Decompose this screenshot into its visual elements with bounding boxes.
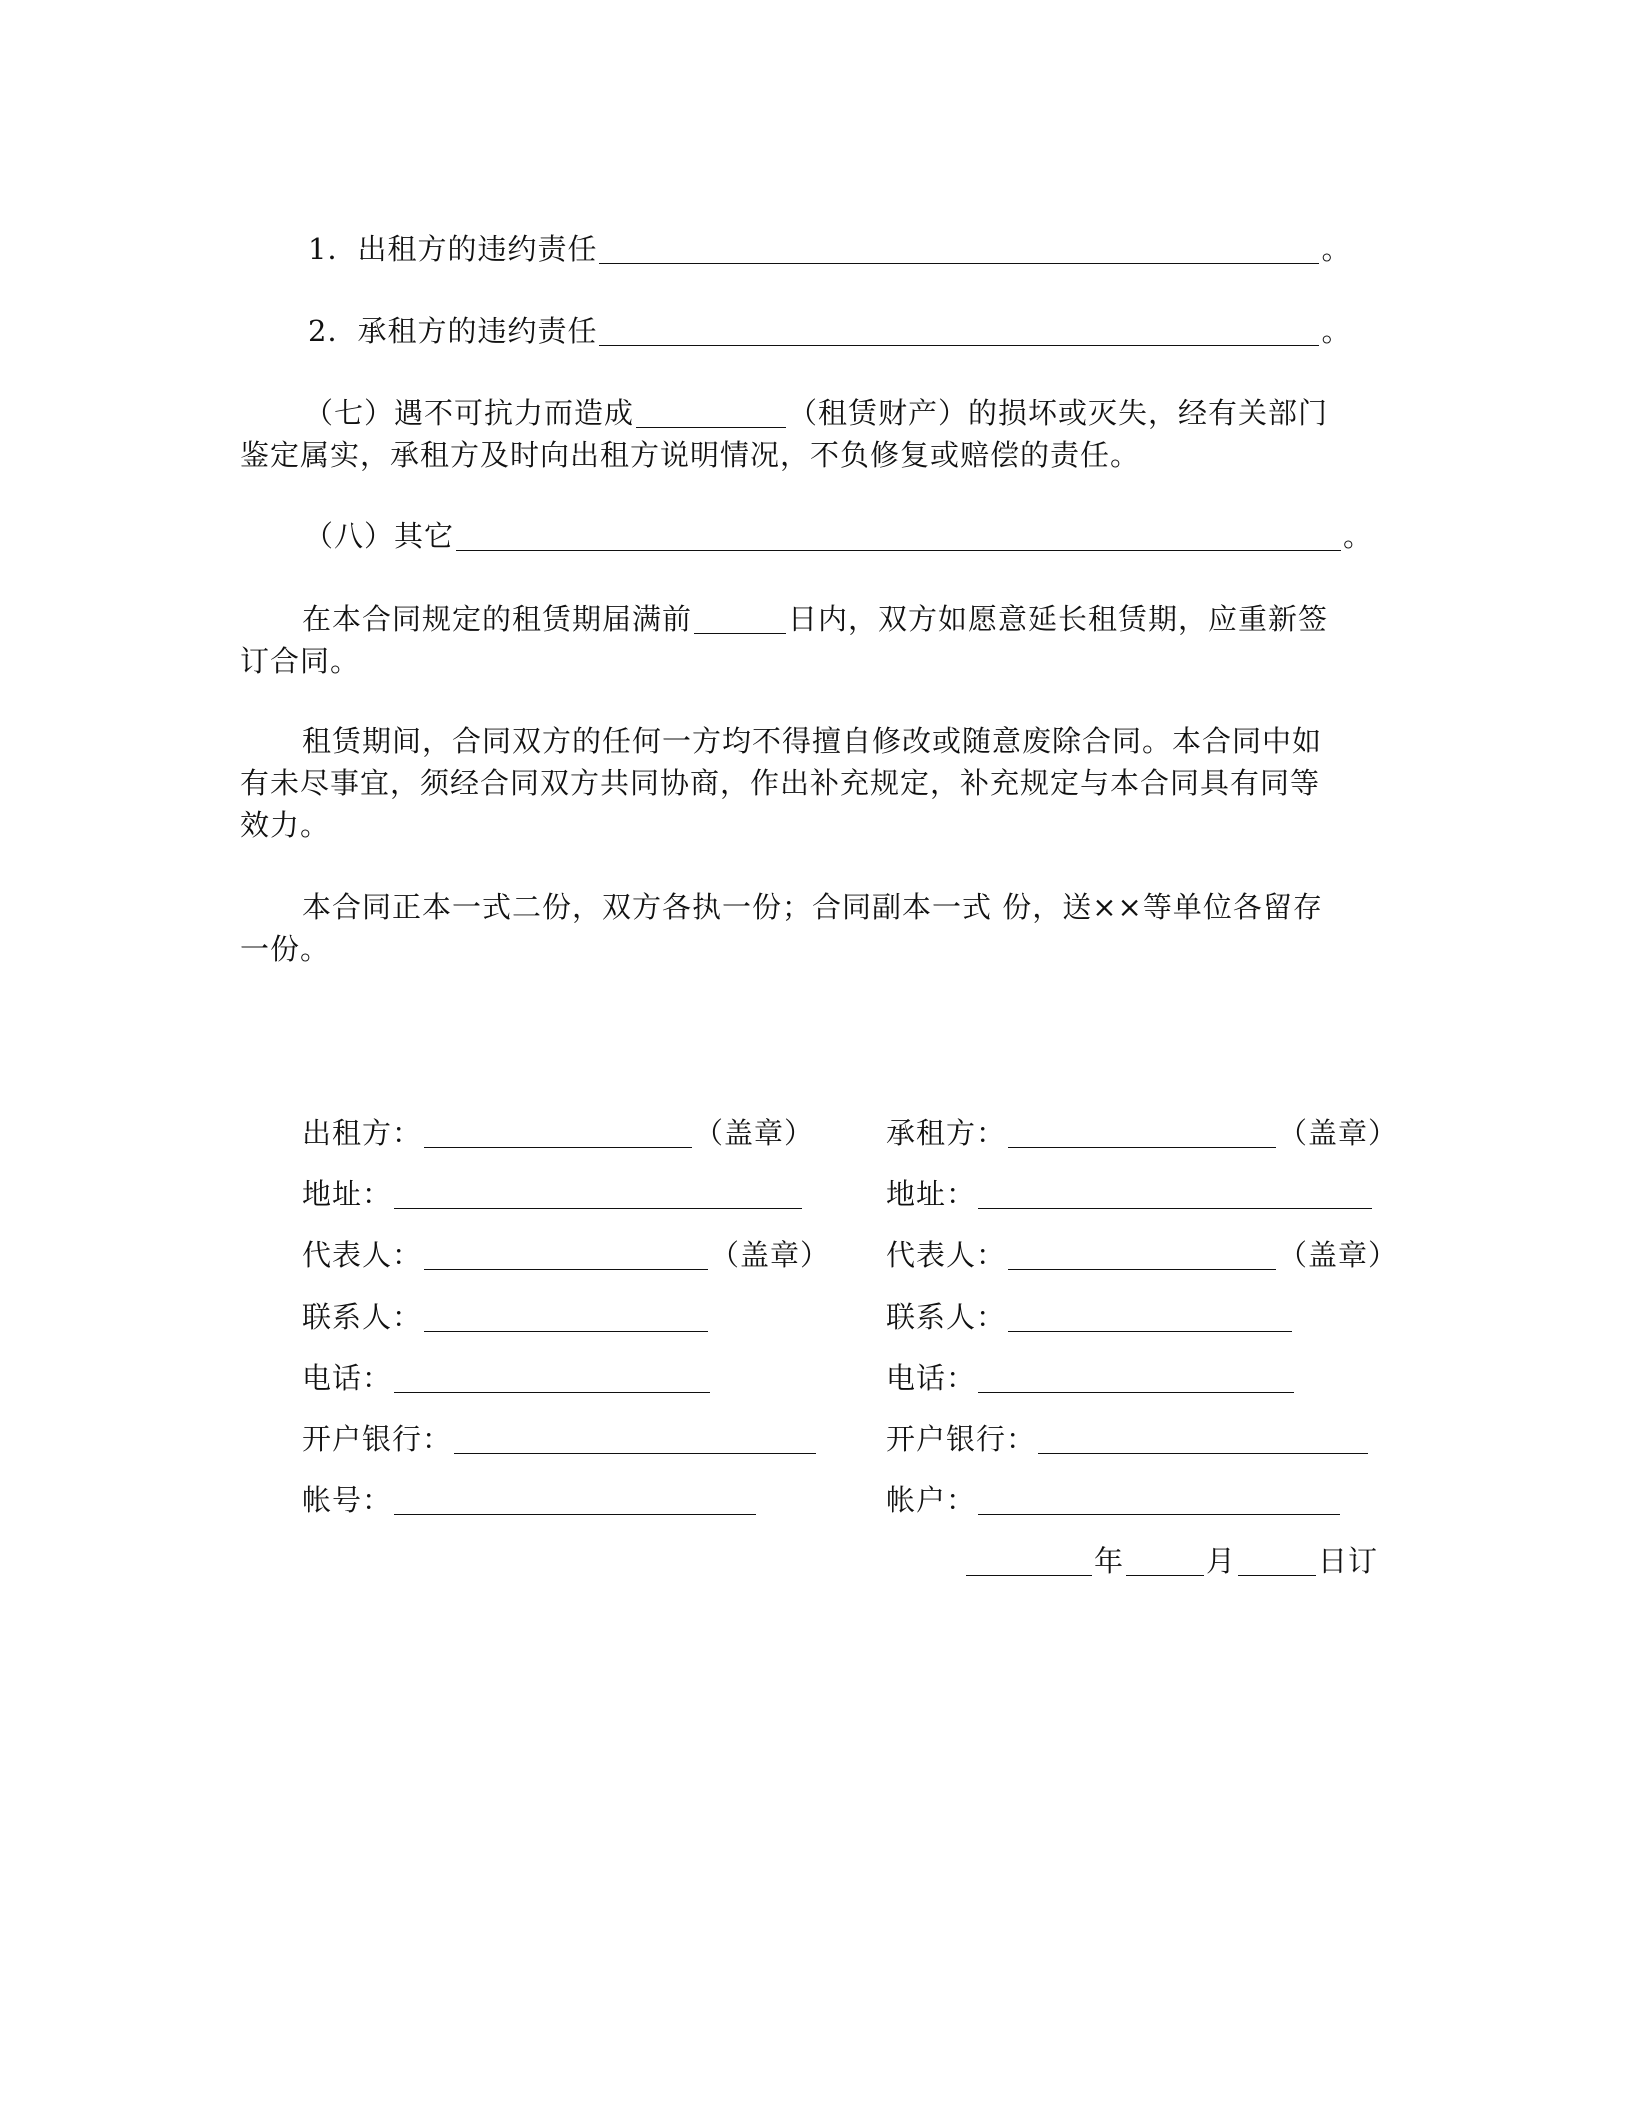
clause-7-middle: （租赁财产）的损坏或灭失，经有关部门	[788, 396, 1329, 430]
lessor-representative-blank	[424, 1243, 708, 1270]
renewal-days-blank	[694, 607, 786, 634]
lessee-seal-label: （盖章）	[1278, 1116, 1399, 1150]
lessee-contact-blank	[1008, 1305, 1292, 1332]
lessee-liability-period: 。	[1321, 314, 1352, 348]
renewal-line2: 订合同。	[240, 644, 361, 678]
lessor-bank-label: 开户银行：	[302, 1422, 453, 1456]
renewal-paragraph	[240, 598, 1380, 682]
lessor-representative-seal: （盖章）	[710, 1238, 831, 1272]
lessee-phone-row	[886, 1357, 1296, 1399]
lessor-account-blank	[394, 1488, 756, 1515]
date-day-label: 日订	[1318, 1544, 1379, 1578]
copies-paragraph	[240, 886, 1380, 970]
lessor-contact-blank	[424, 1305, 708, 1332]
copies-line2: 一份。	[240, 932, 331, 966]
clause-8-blank	[456, 524, 1341, 551]
lessor-liability-line	[308, 228, 1370, 270]
clause-7-prefix: （七）遇不可抗力而造成	[304, 396, 635, 430]
lessor-address-row	[302, 1173, 804, 1215]
lessor-phone-row	[302, 1357, 712, 1399]
lessee-phone-blank	[978, 1366, 1294, 1393]
clause-8-period: 。	[1343, 519, 1374, 553]
lessee-address-blank	[978, 1182, 1372, 1209]
lessee-liability-label: 2．承租方的违约责任	[308, 314, 598, 348]
lessee-bank-blank	[1038, 1427, 1368, 1454]
lessee-phone-label: 电话：	[886, 1361, 977, 1395]
lessor-bank-blank	[454, 1427, 816, 1454]
lessee-account-label: 帐户：	[886, 1483, 977, 1517]
modification-line3: 效力。	[240, 808, 331, 842]
lessor-address-blank	[394, 1182, 802, 1209]
lessee-address-row	[886, 1173, 1374, 1215]
lessor-address-label: 地址：	[302, 1177, 393, 1211]
lessor-account-row	[302, 1479, 758, 1521]
lessor-party-label: 出租方：	[302, 1116, 423, 1150]
clause-7-line2: 鉴定属实，承租方及时向出租方说明情况，不负修复或赔偿的责任。	[240, 438, 1141, 472]
lessor-phone-label: 电话：	[302, 1361, 393, 1395]
copies-line1: 本合同正本一式二份，双方各执一份；合同副本一式 份，送××等单位各留存	[302, 890, 1323, 924]
lessor-seal-label: （盖章）	[694, 1116, 815, 1150]
lessor-liability-period: 。	[1321, 232, 1352, 266]
lessor-liability-label: 1．出租方的违约责任	[308, 232, 598, 266]
lessee-bank-label: 开户银行：	[886, 1422, 1037, 1456]
lessee-liability-line	[308, 310, 1370, 352]
lessee-liability-blank	[599, 319, 1319, 346]
lessee-party-blank	[1008, 1121, 1276, 1148]
lessor-contact-row	[302, 1296, 710, 1338]
lessee-contact-row	[886, 1296, 1294, 1338]
modification-paragraph	[240, 720, 1380, 846]
modification-line1: 租赁期间，合同双方的任何一方均不得擅自修改或随意废除合同。本合同中如	[302, 724, 1323, 758]
clause-8	[304, 515, 1384, 557]
lessee-representative-blank	[1008, 1243, 1276, 1270]
lessee-representative-seal: （盖章）	[1278, 1238, 1399, 1272]
date-year-label: 年	[1094, 1544, 1125, 1578]
lessor-phone-blank	[394, 1366, 710, 1393]
date-month-label: 月	[1206, 1544, 1237, 1578]
lessee-representative-label: 代表人：	[886, 1238, 1007, 1272]
lessor-account-label: 帐号：	[302, 1483, 393, 1517]
date-month-blank	[1126, 1549, 1204, 1576]
clause-8-prefix: （八）其它	[304, 519, 455, 553]
lessee-bank-row	[886, 1418, 1370, 1460]
date-day-blank	[1238, 1549, 1316, 1576]
clause-7-blank	[636, 401, 786, 428]
lessee-address-label: 地址：	[886, 1177, 977, 1211]
lessor-party-row	[302, 1112, 814, 1154]
clause-7	[240, 392, 1380, 476]
lessee-contact-label: 联系人：	[886, 1300, 1007, 1334]
lessee-account-blank	[978, 1488, 1340, 1515]
lessor-liability-blank	[599, 237, 1319, 264]
renewal-prefix: 在本合同规定的租赁期届满前	[302, 602, 693, 636]
lessee-party-label: 承租方：	[886, 1116, 1007, 1150]
lessor-representative-row	[302, 1234, 830, 1276]
lessor-representative-label: 代表人：	[302, 1238, 423, 1272]
lessee-representative-row	[886, 1234, 1398, 1276]
modification-line2: 有未尽事宜，须经合同双方共同协商，作出补充规定，补充规定与本合同具有同等	[240, 766, 1321, 800]
renewal-suffix: 日内，双方如愿意延长租赁期，应重新签	[788, 602, 1329, 636]
lessee-account-row	[886, 1479, 1342, 1521]
lessee-party-row	[886, 1112, 1398, 1154]
date-year-blank	[966, 1549, 1092, 1576]
lessor-contact-label: 联系人：	[302, 1300, 423, 1334]
lessor-bank-row	[302, 1418, 818, 1460]
lessor-party-blank	[424, 1121, 692, 1148]
signing-date-row	[964, 1540, 1378, 1582]
